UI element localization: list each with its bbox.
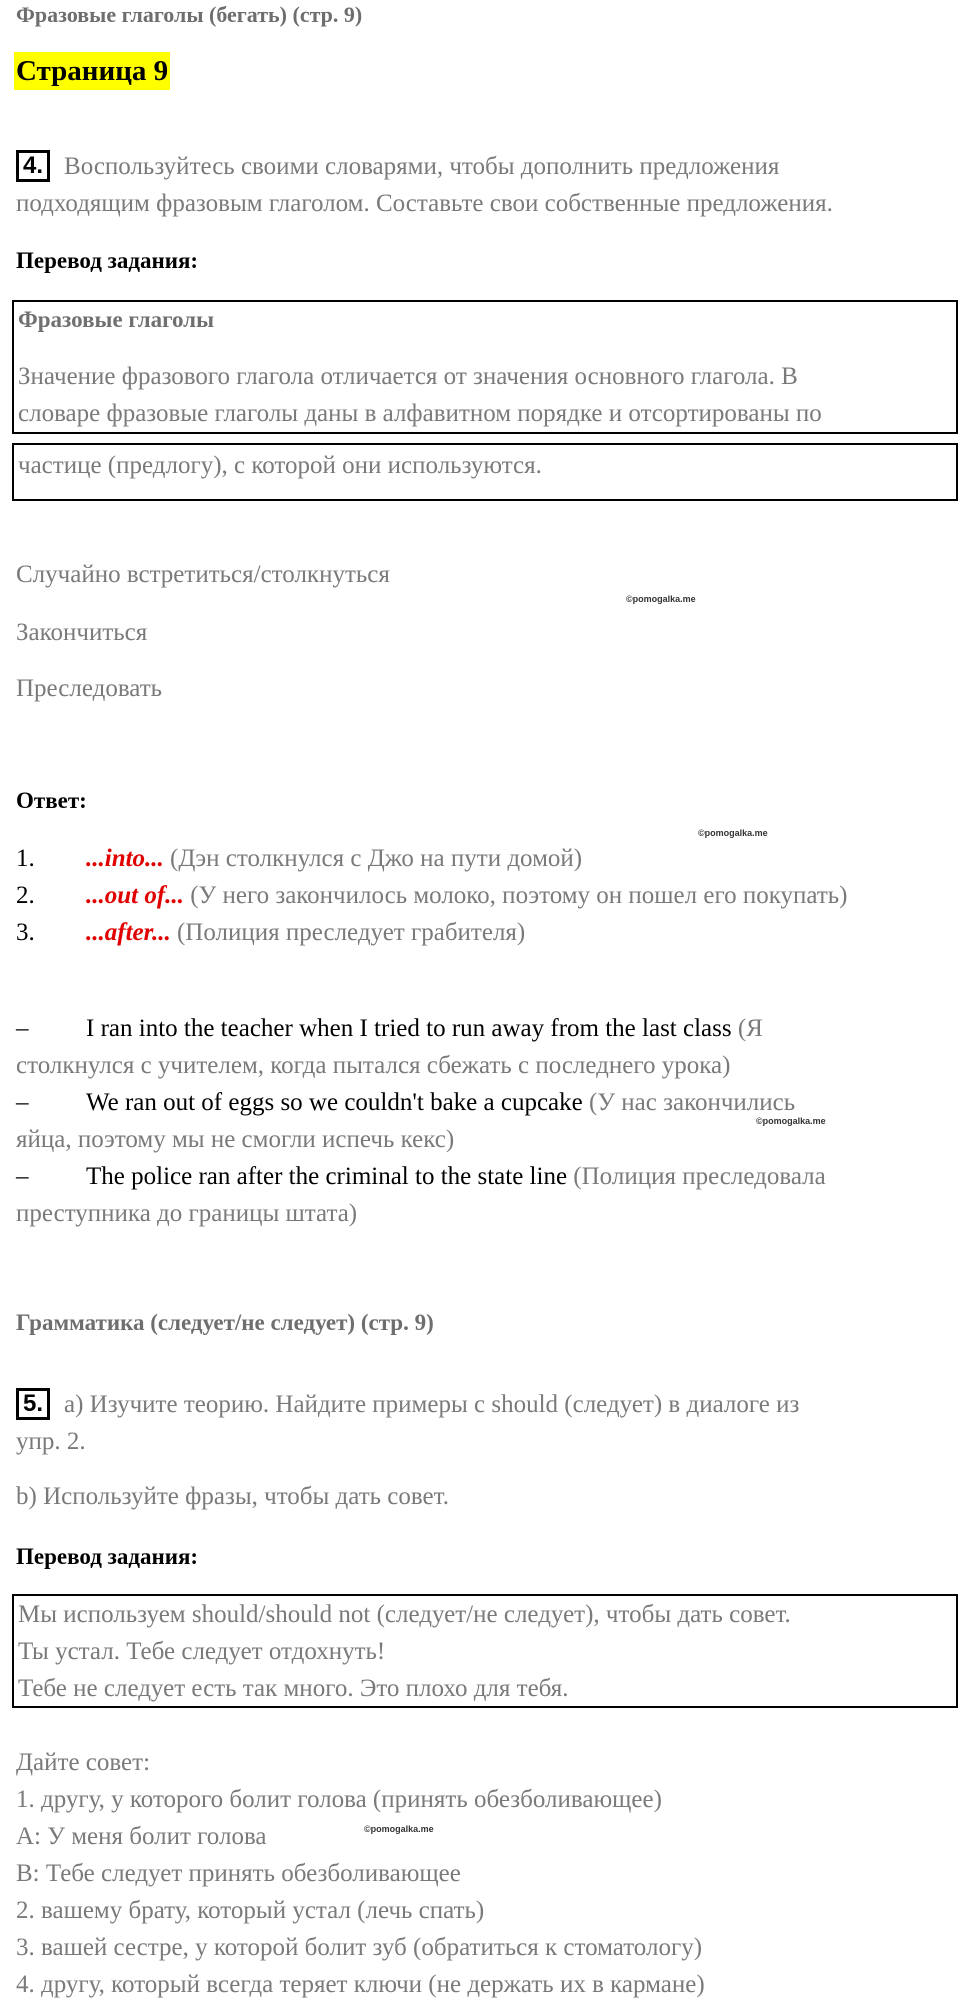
example-sentence-cont: столкнулся с учителем, когда пытался сбежать с последнего урока)	[16, 1052, 731, 1079]
theory-box-line3: частице (предлогу), с которой они используются.	[18, 452, 542, 479]
task5-instruction-a: 5. a) Изучите теорию. Найдите примеры с should (следует) в диалоге из	[16, 1386, 799, 1423]
watermark: ©pomogalka.me	[698, 828, 768, 838]
watermark: ©pomogalka.me	[364, 1824, 434, 1834]
advice-line: 3. вашей сестре, у которой болит зуб (обратиться к стоматологу)	[16, 1934, 703, 1961]
answer-row: 1. ...into... (Дэн столкнулся с Джо на пути домой)	[16, 845, 583, 872]
theory-box-continued	[12, 443, 958, 501]
advice-line: 1. другу, у которого болит голова (принять обезболивающее)	[16, 1786, 662, 1813]
theory-box-line2: словаре фразовые глаголы даны в алфавитном порядке и отсортированы по	[18, 400, 822, 427]
page-label: Страница 9	[14, 52, 170, 90]
meaning-2: Закончиться	[16, 619, 148, 646]
answer-heading: Ответ:	[16, 788, 87, 813]
should-box	[12, 1594, 958, 1708]
advice-line: Дайте совет:	[16, 1749, 151, 1776]
watermark: ©pomogalka.me	[626, 594, 696, 604]
answer-row: 3. ...after... (Полиция преследует грабителя)	[16, 919, 526, 946]
theory-box-heading: Фразовые глаголы	[18, 307, 215, 332]
answer-word: ...out of...	[86, 882, 184, 909]
advice-line: B: Тебе следует принять обезболивающее	[16, 1860, 461, 1887]
answer-row: 2. ...out of... (У него закончилось молоко, поэтому он пошел его покупать)	[16, 882, 848, 909]
should-box-line: Мы используем should/should not (следует/не следует), чтобы дать совет.	[18, 1601, 791, 1628]
should-box-line: Ты устал. Тебе следует отдохнуть!	[18, 1638, 386, 1665]
example-sentence: – I ran into the teacher when I tried to run away from the last class (Я	[16, 1015, 763, 1042]
example-sentence-cont: яйца, поэтому мы не смогли испечь кекс)	[16, 1126, 455, 1153]
answer-word: ...into...	[86, 845, 164, 872]
example-sentence: – The police ran after the criminal to the state line (Полиция преследовала	[16, 1163, 826, 1190]
meaning-1: Случайно встретиться/столкнуться	[16, 561, 390, 588]
watermark: ©pomogalka.me	[756, 1116, 826, 1126]
task4-instruction-line1: 4. Воспользуйтесь своими словарями, чтобы дополнить предложения	[16, 148, 779, 185]
task4-number: 4.	[16, 150, 50, 182]
task5-instruction-a2: упр. 2.	[16, 1428, 86, 1455]
task5-instruction-b: b) Используйте фразы, чтобы дать совет.	[16, 1483, 449, 1510]
advice-line: 4. другу, который всегда теряет ключи (не держать их в кармане)	[16, 1971, 705, 1998]
theory-box-line1: Значение фразового глагола отличается от значения основного глагола. В	[18, 363, 798, 390]
example-sentence: – We ran out of eggs so we couldn't bake a cupcake (У нас закончились	[16, 1089, 796, 1116]
advice-line: A: У меня болит голова	[16, 1823, 267, 1850]
meaning-3: Преследовать	[16, 675, 163, 702]
task5-translation-heading: Перевод задания:	[16, 1544, 199, 1569]
answer-word: ...after...	[86, 919, 171, 946]
grammar-title: Грамматика (следует/не следует) (стр. 9)	[16, 1310, 434, 1335]
advice-line: 2. вашему брату, который устал (лечь спать)	[16, 1897, 485, 1924]
task4-translation-heading: Перевод задания:	[16, 248, 199, 273]
theory-box	[12, 300, 958, 434]
should-box-line: Тебе не следует есть так много. Это плохо для тебя.	[18, 1675, 569, 1702]
example-sentence-cont: преступника до границы штата)	[16, 1200, 358, 1227]
task5-number: 5.	[16, 1388, 50, 1420]
task4-instruction-line2: подходящим фразовым глаголом. Составьте свои собственные предложения.	[16, 190, 833, 217]
document-title: Фразовые глаголы (бегать) (стр. 9)	[16, 2, 363, 27]
